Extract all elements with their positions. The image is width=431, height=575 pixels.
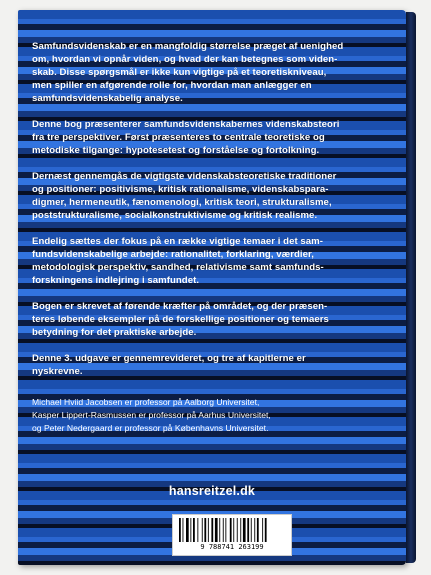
- barcode-bar: [240, 518, 241, 542]
- blurb-line: fra tre perspektiver. Først præsenteres to centrale teoretiske og: [32, 132, 325, 144]
- author-line: Michael Hviid Jacobsen er professor på Aalborg Universitet,: [32, 396, 260, 407]
- barcode-bar: [208, 518, 209, 542]
- blurb-line: samfundsvidenskabelig analyse.: [32, 93, 183, 105]
- barcode-bar: [265, 518, 267, 542]
- blurb-line: Bogen er skrevet af førende kræfter på området, og der præsen-: [32, 300, 328, 312]
- blurb-line: teres løbende eksempler på de forskellige positioner og temaers: [32, 313, 329, 325]
- blurb-line: skab. Disse spørgsmål er ikke kun vigtige på et teoretiskniveau,: [32, 67, 327, 79]
- barcode-bar: [257, 518, 259, 542]
- blurb-line: Dernæst gennemgås de vigtigste videnskabsteoretiske traditioner: [32, 170, 337, 182]
- barcode-bar: [243, 518, 246, 542]
- book-spine-edge: [406, 12, 416, 563]
- barcode-bar: [215, 518, 218, 542]
- author-line: Kasper Lippert-Rasmussen er professor på Aarhus Universitet,: [32, 409, 271, 420]
- blurb-line: nyskrevne.: [32, 365, 83, 377]
- barcode-bar: [179, 518, 181, 542]
- barcode-bar: [204, 518, 206, 542]
- blurb-line: om, hvordan vi opnår viden, og hvad der kan betegnes som viden-: [32, 54, 338, 66]
- barcode-bar: [186, 518, 189, 542]
- blurb-line: poststrukturalisme, socialkonstruktivisme og kritisk realisme.: [32, 210, 318, 222]
- blurb-line: men spiller en afgørende rolle for, hvordan man anlægger en: [32, 80, 312, 92]
- publisher-website: hansreitzel.dk: [168, 484, 256, 498]
- barcode-bar: [233, 518, 234, 542]
- barcode-bar: [202, 518, 203, 542]
- blurb-paragraph: [32, 352, 402, 378]
- blurb-paragraph: [32, 40, 402, 105]
- blurb-line: Denne bog præsenterer samfundsvidenskabernes videnskabsteori: [32, 119, 340, 131]
- barcode-bar: [225, 518, 226, 542]
- barcode-bar: [230, 518, 232, 542]
- barcode-bar: [183, 518, 184, 542]
- blurb-paragraph: [32, 118, 402, 157]
- book-back-cover: [18, 10, 406, 565]
- barcode-bar: [247, 518, 249, 542]
- isbn-number: 9 788741 263199: [200, 543, 264, 551]
- author-list: [32, 396, 402, 435]
- barcode: [172, 514, 292, 556]
- barcode-bars: [179, 518, 285, 542]
- barcode-bar: [237, 518, 238, 542]
- author-line: og Peter Nedergaard er professor på Københavns Universitet.: [32, 422, 269, 433]
- blurb-line: Samfundsvidenskab er en mangfoldig størrelse præget af uenighed: [32, 41, 344, 52]
- blurb-paragraph: [32, 170, 402, 222]
- barcode-bar: [223, 518, 224, 542]
- blurb-text: [32, 40, 402, 435]
- barcode-bar: [193, 518, 195, 542]
- blurb-line: digmer, hermeneutik, fænomenologi, kritisk teori, strukturalisme,: [32, 197, 332, 209]
- blurb-line: metodologisk perspektiv, sandhed, relativisme samt samfunds-: [32, 262, 324, 274]
- barcode-bar: [211, 518, 213, 542]
- barcode-bar: [251, 518, 252, 542]
- barcode-bar: [197, 518, 198, 542]
- barcode-bar: [219, 518, 220, 542]
- blurb-line: Denne 3. udgave er gennemrevideret, og tre af kapitlerne er: [32, 352, 306, 364]
- blurb-paragraph: [32, 235, 402, 287]
- blurb-line: betydning for det praktiske arbejde.: [32, 327, 197, 339]
- barcode-bar: [262, 518, 263, 542]
- blurb-line: fundsvidenskabelige arbejde: rationalitet, forklaring, værdier,: [32, 249, 314, 260]
- barcode-bar: [254, 518, 255, 542]
- blurb-line: forskningens indlejring i samfundet.: [32, 275, 200, 287]
- blurb-paragraph: [32, 300, 402, 339]
- blurb-line: metodiske tilgange: hypotesetest og forståelse og fortolkning.: [32, 145, 320, 157]
- blurb-line: og positioner: positivisme, kritisk rationalisme, videnskabspara-: [32, 184, 329, 196]
- barcode-bar: [190, 518, 191, 542]
- blurb-line: Endelig sættes der fokus på en række vigtige temaer i det sam-: [32, 235, 324, 247]
